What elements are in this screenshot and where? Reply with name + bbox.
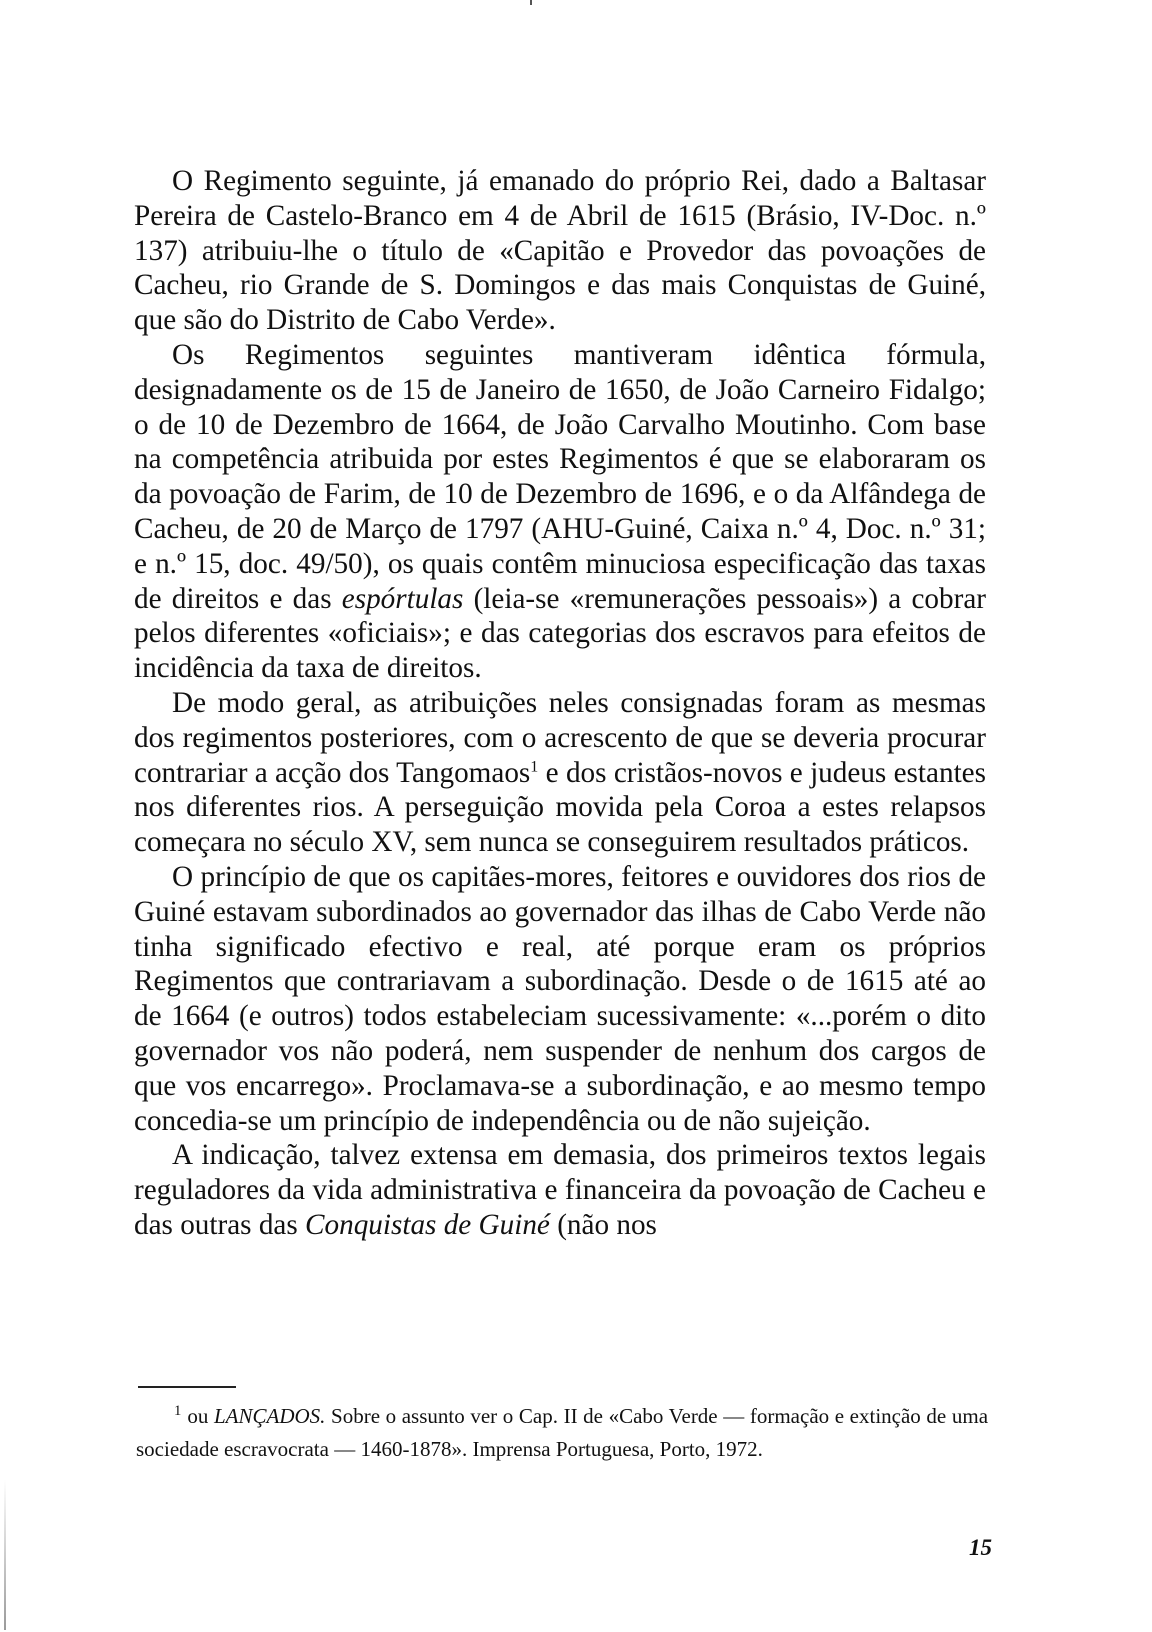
footnote-text: Sobre o assunto ver o Cap. II de «Cabo Verde — formação e extinção de uma sociedade escravocrata — 1460-1878». Imprensa Portuguesa, Porto, 1972. — [136, 1404, 989, 1461]
footnote-reference: 1 — [530, 757, 539, 775]
paragraph-2-text-b: (leia-se «remunerações pessoais») a cobrar pelos diferentes «oficiais»; e das categorias dos escravos para efeitos de incidência da taxa de direitos. — [134, 582, 986, 685]
paragraph-5-italic: Conquistas de Guiné — [305, 1208, 550, 1241]
footnote-1 — [136, 1400, 988, 1466]
paragraph-5-text-b: (não nos — [549, 1208, 657, 1241]
scan-mark — [530, 0, 532, 5]
paragraph-3-text-a: De modo geral, as atribuições neles consignadas foram as mesmas dos regimentos posteriores, com o acrescento de que se deveria procurar contrariar a acção dos Tangomaos — [134, 686, 986, 789]
page-edge-shadow — [4, 1480, 6, 1630]
paragraph-2 — [134, 338, 986, 686]
paragraph-2-italic: espórtulas — [341, 582, 464, 615]
paragraph-3 — [134, 686, 986, 860]
paragraph-3-text-b: e dos cristãos-novos e judeus estantes nos diferentes rios. A perseguição movida pela Coroa a estes relapsos começara no século XV, sem nunca se conseguirem resultados práticos. — [134, 756, 986, 859]
body-text — [134, 164, 986, 1243]
paragraph-1 — [134, 164, 986, 338]
footnote-rule — [138, 1386, 236, 1388]
paragraph-4-text: O princípio de que os capitães-mores, feitores e ouvidores dos rios de Guiné estavam subordinados ao governador das ilhas de Cabo Verde não tinha significado efectivo e real, até porque eram os próprios Regimentos que contrariavam a subordinação. Desde o de 1615 até ao de 1664 (e outros) todos estabeleciam sucessivamente: «...porém o dito governador vos não poderá, nem suspender de nenhum dos cargos de que vos encarrego». Proclamava-se a subordinação, e ao mesmo tempo concedia-se um princípio de independência ou de não sujeição. — [134, 860, 986, 1137]
footnotes — [136, 1400, 988, 1466]
paragraph-2-text-a: Os Regimentos seguintes mantiveram idêntica fórmula, designadamente os de 15 de Janeiro de 1650, de João Carneiro Fidalgo; o de 10 de Dezembro de 1664, de João Carvalho Moutinho. Com base na competência atribuida por estes Regimentos é que se elaboraram os da povoação de Farim, de 10 de Dezembro de 1696, e o da Alfândega de Cacheu, de 20 de Março de 1797 (AHU-Guiné, Caixa n.º 4, Doc. n.º 31; e n.º 15, doc. 49/50), os quais contêm minuciosa especificação das taxas de direitos e das — [134, 338, 986, 615]
footnote-italic: LANÇADOS. — [213, 1404, 326, 1428]
paragraph-1-text: O Regimento seguinte, já emanado do próprio Rei, dado a Baltasar Pereira de Castelo-Branco em 4 de Abril de 1615 (Brásio, IV-Doc. n.º 137) atribuiu-lhe o título de «Capitão e Provedor das povoações de Cacheu, rio Grande de S. Domingos e das mais Conquistas de Guiné, que são do Distrito de Cabo Verde». — [134, 165, 986, 337]
page-number: 15 — [969, 1535, 992, 1560]
footnote-lead: ou — [187, 1404, 214, 1428]
paragraph-5-text-a: A indicação, talvez extensa em demasia, dos primeiros textos legais reguladores da vida administrativa e financeira da povoação de Cacheu e das outras das — [134, 1139, 986, 1241]
footnote-marker: 1 — [174, 1403, 182, 1419]
paragraph-4 — [134, 860, 986, 1138]
paragraph-5 — [134, 1138, 986, 1242]
